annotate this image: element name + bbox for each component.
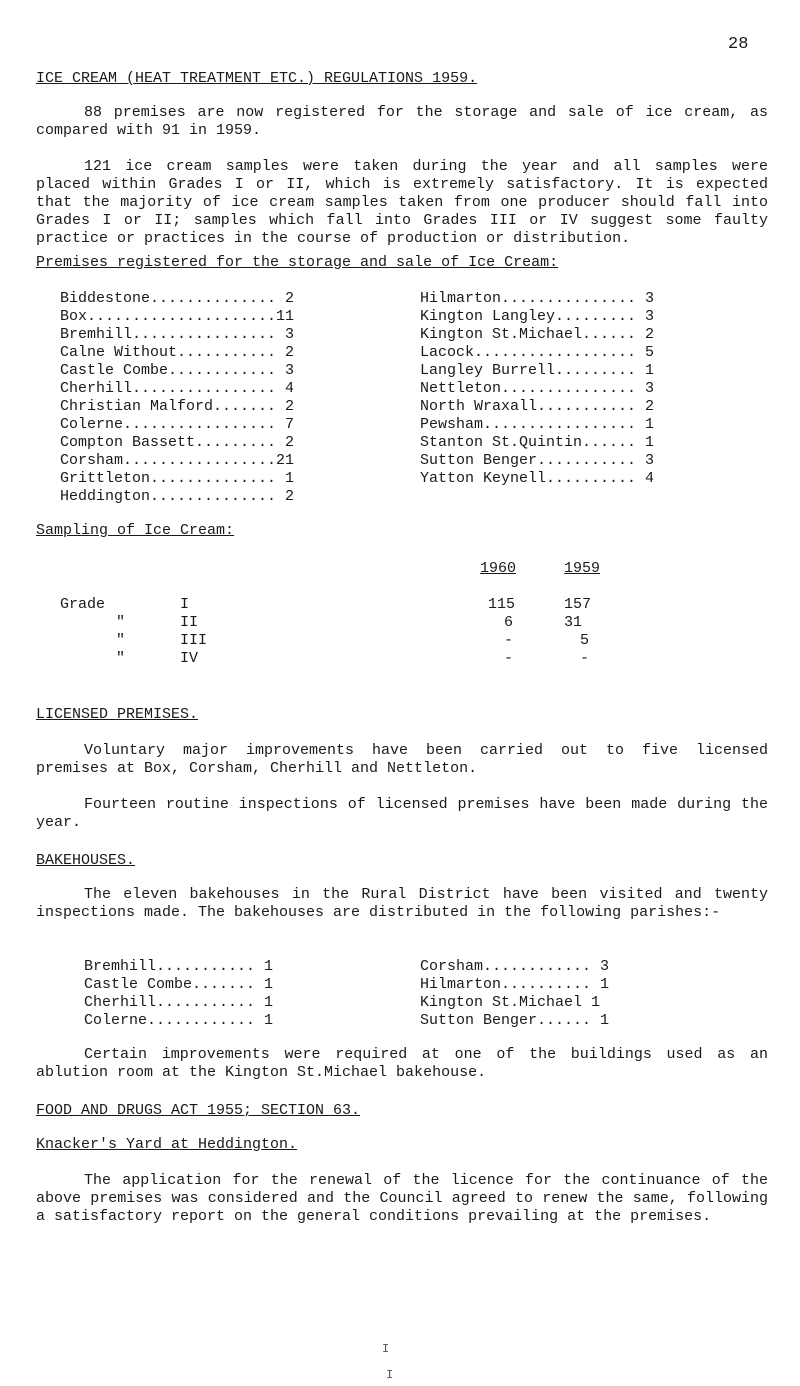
ice-cream-para-2 [36,158,768,248]
table-row [60,650,624,668]
bakehouses-para-2-text: Certain improvements were required at one of the buildings used as an ablution room at the Kington St.Michael bakehouse. [36,1046,768,1081]
list-item: Cherhill........... 1 [84,994,274,1011]
licensed-para-1 [36,742,768,778]
list-item: Colerne................. 7 [60,416,295,433]
list-item: Pewsham................. 1 [420,416,655,433]
premises-list-right [420,290,654,488]
table-row [60,614,624,632]
ice-cream-para-2-text: 121 ice cream samples were taken during the year and all samples were placed within Grades I or II, which is extremely satisfactory. It is expected that the majority of ice cream samples taken from one producer should fall into Grades I or II; samples which fall into Grades III or IV suggest some faulty practice or practices in the course of production or distribution. [36,158,768,247]
ice-cream-heading: ICE CREAM (HEAT TREATMENT ETC.) REGULATIONS 1959. [36,70,478,87]
list-item: Yatton Keynell.......... 4 [420,470,655,487]
bakehouses-para-2 [36,1046,768,1082]
col-1959: 1959 [564,560,601,577]
list-item: North Wraxall........... 2 [420,398,655,415]
value-1959: - [580,650,590,667]
grade-value: I [180,596,190,613]
footer-mark: I [382,1342,390,1356]
bakehouses-para-1-text: The eleven bakehouses in the Rural District have been visited and twenty inspections made. The bakehouses are distributed in the following parishes:- [36,886,768,921]
list-item: Kington St.Michael...... 2 [420,326,655,343]
grade-value: II [180,614,199,631]
licensed-para-1-text: Voluntary major improvements have been carried out to five licensed premises at Box, Corsham, Cherhill and Nettleton. [36,742,768,777]
ditto-mark: " [116,614,126,631]
list-item: Compton Bassett......... 2 [60,434,295,451]
sampling-table [60,560,624,668]
list-item: Cherhill................ 4 [60,380,295,397]
value-1960: 6 [504,614,514,631]
sampling-header-row [60,560,624,578]
list-item: Box.....................11 [60,308,295,325]
bakehouses-list-right [420,958,609,1030]
list-item: Castle Combe....... 1 [84,976,274,993]
food-drugs-heading: FOOD AND DRUGS ACT 1955; SECTION 63. [36,1102,361,1119]
bakehouses-para-1 [36,886,768,922]
licensed-para-2 [36,796,768,832]
bakehouses-heading: BAKEHOUSES. [36,852,136,869]
table-row [60,596,624,614]
ditto-mark: " [116,650,126,667]
food-drugs-para-1-text: The application for the renewal of the licence for the continuance of the above premises was considered and the Council agreed to renew the same, following a satisfactory report on the general conditions prevailing at the premises. [36,1172,768,1225]
grade-label: Grade [60,596,106,613]
list-item: Corsham.................21 [60,452,295,469]
list-item: Bremhill........... 1 [84,958,274,975]
ice-cream-para-1 [36,104,768,140]
value-1960: 115 [488,596,516,613]
list-item: Langley Burrell......... 1 [420,362,655,379]
list-item: Heddington.............. 2 [60,488,295,505]
list-item: Castle Combe............ 3 [60,362,295,379]
value-1960: - [504,632,514,649]
list-item: Corsham............ 3 [420,958,610,975]
list-item: Colerne............ 1 [84,1012,274,1029]
bakehouses-list-left [84,958,273,1030]
list-item: Bremhill................ 3 [60,326,295,343]
list-item: Hilmarton.......... 1 [420,976,610,993]
list-item: Kington St.Michael 1 [420,994,601,1011]
value-1959: 31 [564,614,583,631]
grade-value: III [180,632,208,649]
licensed-para-2-text: Fourteen routine inspections of licensed premises have been made during the year. [36,796,768,831]
ice-cream-para-1-text: 88 premises are now registered for the storage and sale of ice cream, as compared with 91 in 1959. [36,104,768,139]
value-1959: 5 [580,632,590,649]
list-item: Sutton Benger...... 1 [420,1012,610,1029]
sampling-heading: Sampling of Ice Cream: [36,522,235,539]
list-item: Christian Malford....... 2 [60,398,295,415]
grade-value: IV [180,650,199,667]
list-item: Kington Langley......... 3 [420,308,655,325]
page-number: 28 [728,35,749,54]
knackers-yard-subheading: Knacker's Yard at Heddington. [36,1136,298,1153]
premises-list-left [60,290,294,506]
table-row [60,632,624,650]
list-item: Grittleton.............. 1 [60,470,295,487]
list-item: Stanton St.Quintin...... 1 [420,434,655,451]
licensed-heading: LICENSED PREMISES. [36,706,199,723]
food-drugs-para-1 [36,1172,768,1226]
list-item: Hilmarton............... 3 [420,290,655,307]
list-item: Sutton Benger........... 3 [420,452,655,469]
col-1960: 1960 [480,560,517,577]
value-1960: - [504,650,514,667]
footer-mark: I [386,1368,394,1382]
list-item: Lacock.................. 5 [420,344,655,361]
list-item: Nettleton............... 3 [420,380,655,397]
list-item: Biddestone.............. 2 [60,290,295,307]
value-1959: 157 [564,596,592,613]
list-item: Calne Without........... 2 [60,344,295,361]
premises-heading: Premises registered for the storage and sale of Ice Cream: [36,254,559,271]
ditto-mark: " [116,632,126,649]
